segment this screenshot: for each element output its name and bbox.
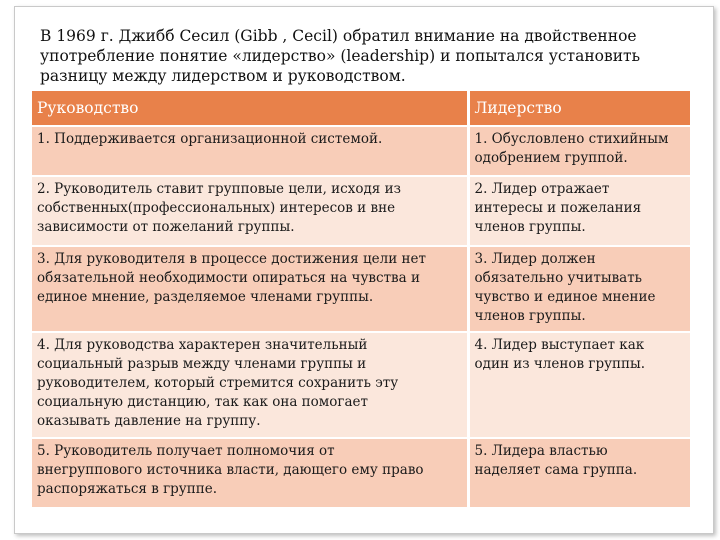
cell-line: 3. Для руководителя в процессе достижения цели нет <box>37 251 426 267</box>
cell-line: внегруппового источника власти, дающего ему право <box>37 462 424 478</box>
intro-paragraph <box>40 26 690 86</box>
cell-line: один из членов группы. <box>474 356 646 372</box>
cell-line: интересы и пожелания <box>474 200 642 216</box>
management-cell <box>32 246 468 332</box>
intro-line: разницу между лидерством и руководством. <box>40 67 406 85</box>
cell-line: чувство и единое мнение <box>474 289 656 305</box>
intro-line: употребление понятие «лидерство» (leadership) и попытался установить <box>40 47 641 65</box>
cell-line: руководителем, который стремится сохранить эту <box>37 375 399 391</box>
table-row <box>32 438 690 508</box>
intro-line: В 1969 г. Джибб Сесил (Gibb , Cecil) обратил внимание на двойственное <box>40 27 637 45</box>
leadership-cell <box>468 246 690 332</box>
cell-line: 1. Поддерживается организационной системой. <box>37 131 383 147</box>
management-cell <box>32 126 468 176</box>
cell-line: 2. Руководитель ставит групповые цели, исходя из <box>37 181 401 197</box>
management-cell <box>32 176 468 246</box>
leadership-cell <box>468 438 690 508</box>
cell-line: 5. Руководитель получает полномочия от <box>37 443 335 459</box>
cell-line: 1. Обусловлено стихийным <box>474 131 669 147</box>
table-row <box>32 176 690 246</box>
cell-line: 4. Лидер выступает как <box>474 337 645 353</box>
cell-line: распоряжаться в группе. <box>37 481 218 497</box>
cell-line: оказывать давление на группу. <box>37 413 261 429</box>
cell-line: собственных(профессиональных) интересов и вне <box>37 200 396 216</box>
cell-line: 5. Лидера властью <box>474 443 608 459</box>
cell-line: социальный разрыв между членами группы и <box>37 356 367 372</box>
cell-line: 4. Для руководства характерен значительный <box>37 337 368 353</box>
cell-line: 3. Лидер должен <box>474 251 596 267</box>
leadership-cell <box>468 332 690 438</box>
cell-line: обязательно учитывать <box>474 270 643 286</box>
cell-line: наделяет сама группа. <box>474 462 638 478</box>
cell-line: членов группы. <box>474 219 586 235</box>
table-header-row <box>32 91 690 126</box>
comparison-table <box>32 91 690 509</box>
cell-line: зависимости от пожеланий группы. <box>37 219 295 235</box>
leadership-cell <box>468 126 690 176</box>
leadership-cell <box>468 176 690 246</box>
header-leadership: Лидерство <box>468 91 690 126</box>
cell-line: членов группы. <box>474 308 586 324</box>
cell-line: 2. Лидер отражает <box>474 181 610 197</box>
cell-line: обязательной необходимости опираться на чувства и <box>37 270 420 286</box>
table-row <box>32 246 690 332</box>
table-row <box>32 126 690 176</box>
management-cell <box>32 332 468 438</box>
cell-line: социальную дистанцию, так как она помогает <box>37 394 368 410</box>
table-row <box>32 332 690 438</box>
cell-line: одобрением группой. <box>474 150 628 166</box>
cell-line: единое мнение, разделяемое членами группы. <box>37 289 374 305</box>
management-cell <box>32 438 468 508</box>
header-management: Руководство <box>32 91 468 126</box>
